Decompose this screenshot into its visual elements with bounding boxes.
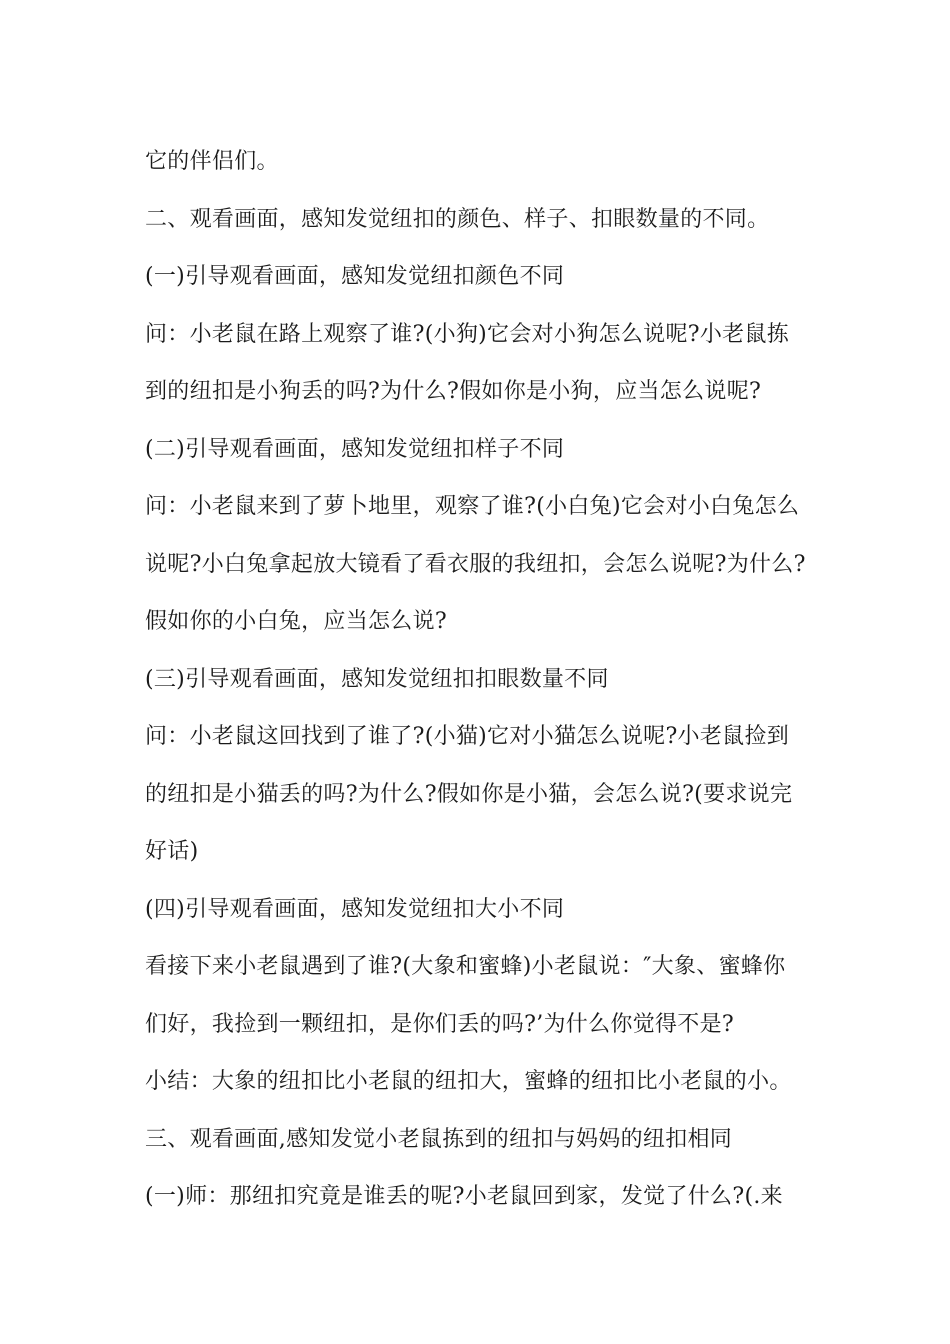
text-line: 问：小老鼠来到了萝卜地里，观察了谁?(小白兔)它会对小白兔怎么 xyxy=(145,494,800,519)
section-heading: 二、观看画面，感知发觉纽扣的颜色、样子、扣眼数量的不同。 xyxy=(145,206,770,232)
text-line: 的纽扣是小猫丢的吗?为什么?假如你是小猫，会怎么说?(要求说完 xyxy=(145,781,793,807)
text-line: (一)师：那纽扣究竟是谁丢的呢?小老鼠回到家，发觉了什么?(.来 xyxy=(145,1184,783,1209)
subsection-heading: (三)引导观看画面，感知发觉纽扣扣眼数量不同 xyxy=(145,666,609,692)
text-line: 说呢?小白兔拿起放大镜看了看衣服的我纽扣，会怎么说呢?为什么? xyxy=(145,551,806,577)
text-line: 看接下来小老鼠遇到了谁?(大象和蜜蜂)小老鼠说：″大象、蜜蜂你 xyxy=(145,954,786,979)
subsection-heading: (二)引导观看画面，感知发觉纽扣样子不同 xyxy=(145,436,565,462)
text-line: 假如你的小白兔，应当怎么说? xyxy=(145,609,447,634)
subsection-heading: (四)引导观看画面，感知发觉纽扣大小不同 xyxy=(145,896,565,922)
document-body xyxy=(145,133,815,1226)
text-line: 问：小老鼠这回找到了谁了?(小猫)它对小猫怎么说呢?小老鼠捡到 xyxy=(145,724,790,749)
text-line: 们好，我捡到一颗纽扣，是你们丢的吗?’为什么你觉得不是? xyxy=(145,1011,734,1037)
subsection-heading: (一)引导观看画面，感知发觉纽扣颜色不同 xyxy=(145,264,565,289)
summary-line: 小结：大象的纽扣比小老鼠的纽扣大，蜜蜂的纽扣比小老鼠的小。 xyxy=(145,1069,792,1094)
section-heading: 三、观看画面,感知发觉小老鼠拣到的纽扣与妈妈的纽扣相同 xyxy=(145,1126,733,1152)
text-line: 它的伴侣们。 xyxy=(145,149,279,174)
text-line: 好话) xyxy=(145,839,199,864)
text-line: 问：小老鼠在路上观察了谁?(小狗)它会对小狗怎么说呢?小老鼠拣 xyxy=(145,321,790,347)
text-line: 到的纽扣是小狗丢的吗?为什么?假如你是小狗，应当怎么说呢? xyxy=(145,379,762,404)
